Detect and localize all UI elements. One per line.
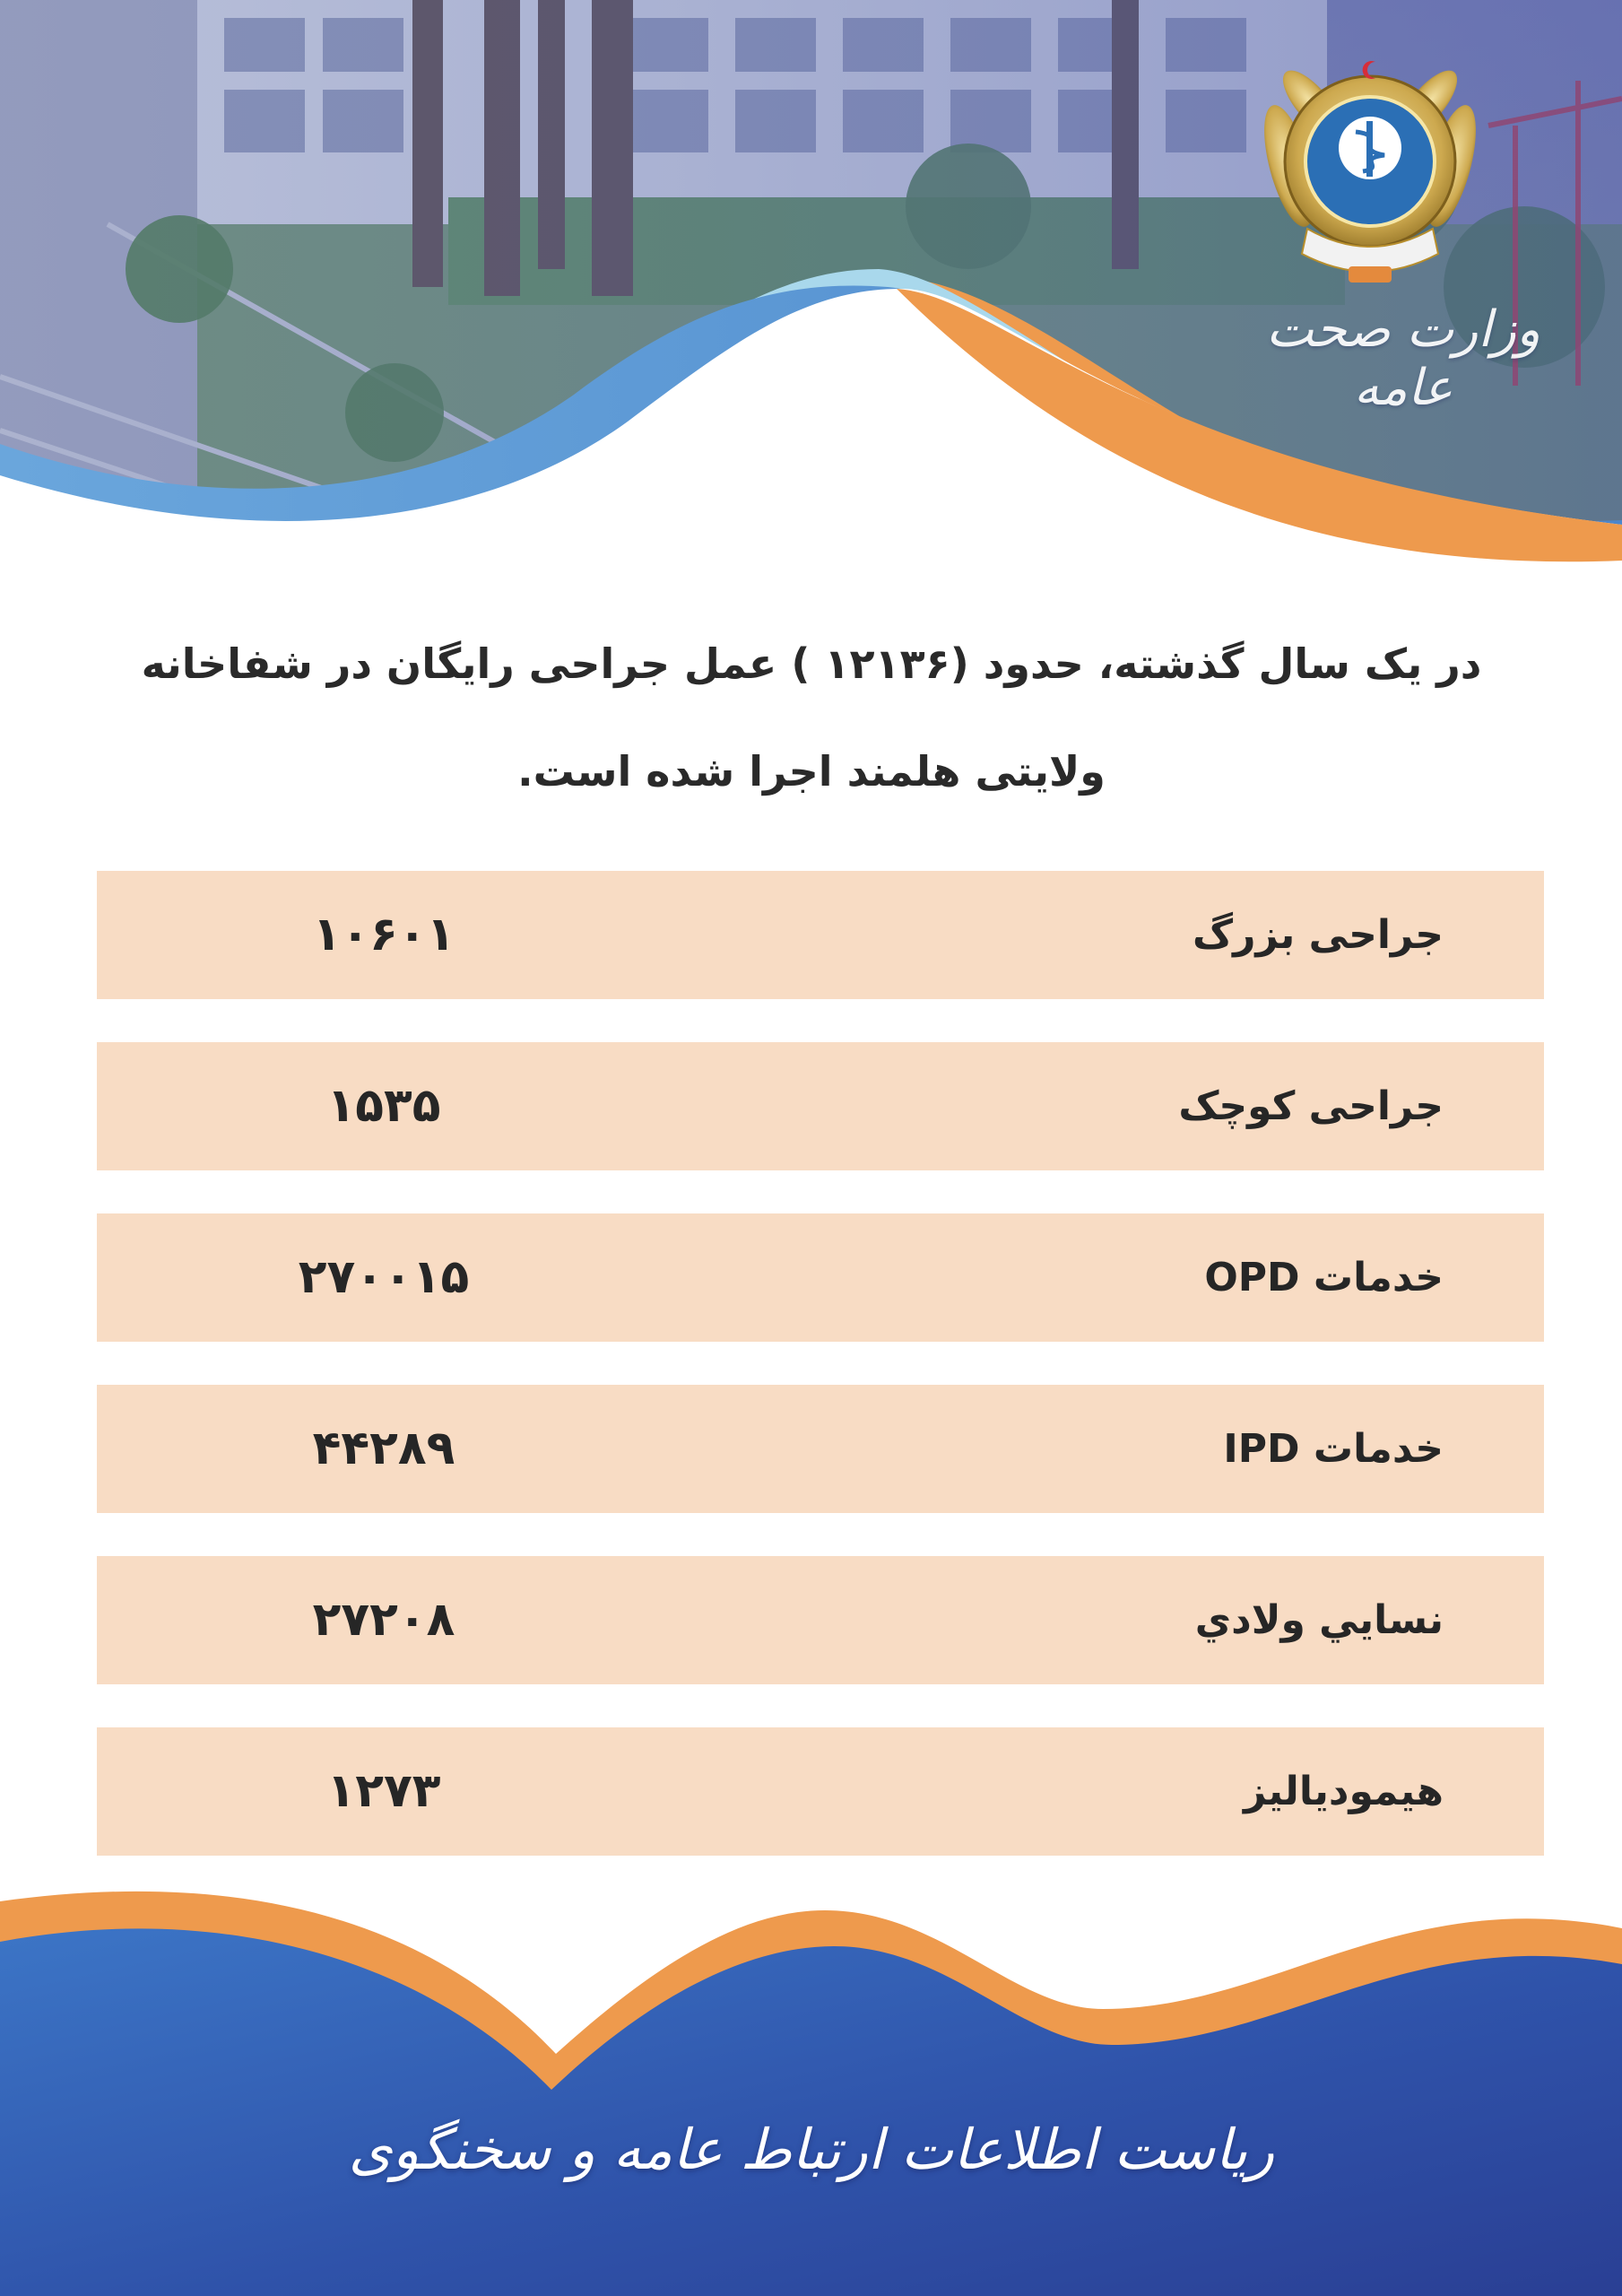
stat-row [97, 871, 1544, 999]
headline-text: در یک سال گذشته، حدود (۱۲۱۳۶ ) عمل جراحی رایگان در شفاخانه ولایتی هلمند اجرا شده است. [141, 639, 1482, 796]
stat-label: هیمودیالیز [1243, 1769, 1444, 1814]
ministry-calligraphy: وزارت صحت عامه [1266, 300, 1540, 417]
stats-table [97, 871, 1544, 1899]
stat-value: ۱۲۷۳ [326, 1764, 441, 1818]
stat-label: خدمات IPD [1223, 1426, 1444, 1472]
stat-value: ۲۷۲۰۸ [312, 1593, 455, 1647]
stat-value: ۴۴۲۸۹ [312, 1422, 455, 1475]
stat-row [97, 1042, 1544, 1170]
stat-label: نسايي ولادي [1194, 1597, 1444, 1643]
stat-row [97, 1556, 1544, 1684]
stat-label: جراحی کوچک [1178, 1083, 1444, 1129]
stat-row [97, 1213, 1544, 1342]
stat-value: ۱۰۶۰۱ [312, 908, 455, 961]
stat-row [97, 1385, 1544, 1513]
ministry-seal-icon [1262, 49, 1478, 318]
stat-value: ۲۷۰۰۱۵ [298, 1250, 470, 1304]
footer-calligraphy: ریاست اطلاعات ارتباط عامه و سخنگوی [348, 2117, 1275, 2182]
stat-value: ۱۵۳۵ [326, 1079, 441, 1133]
stat-label: خدمات OPD [1204, 1255, 1444, 1300]
stat-label: جراحی بزرگ [1193, 912, 1444, 958]
stat-row [97, 1727, 1544, 1856]
footer-wave-banner [0, 1874, 1622, 2296]
ministry-logo [1262, 49, 1478, 318]
